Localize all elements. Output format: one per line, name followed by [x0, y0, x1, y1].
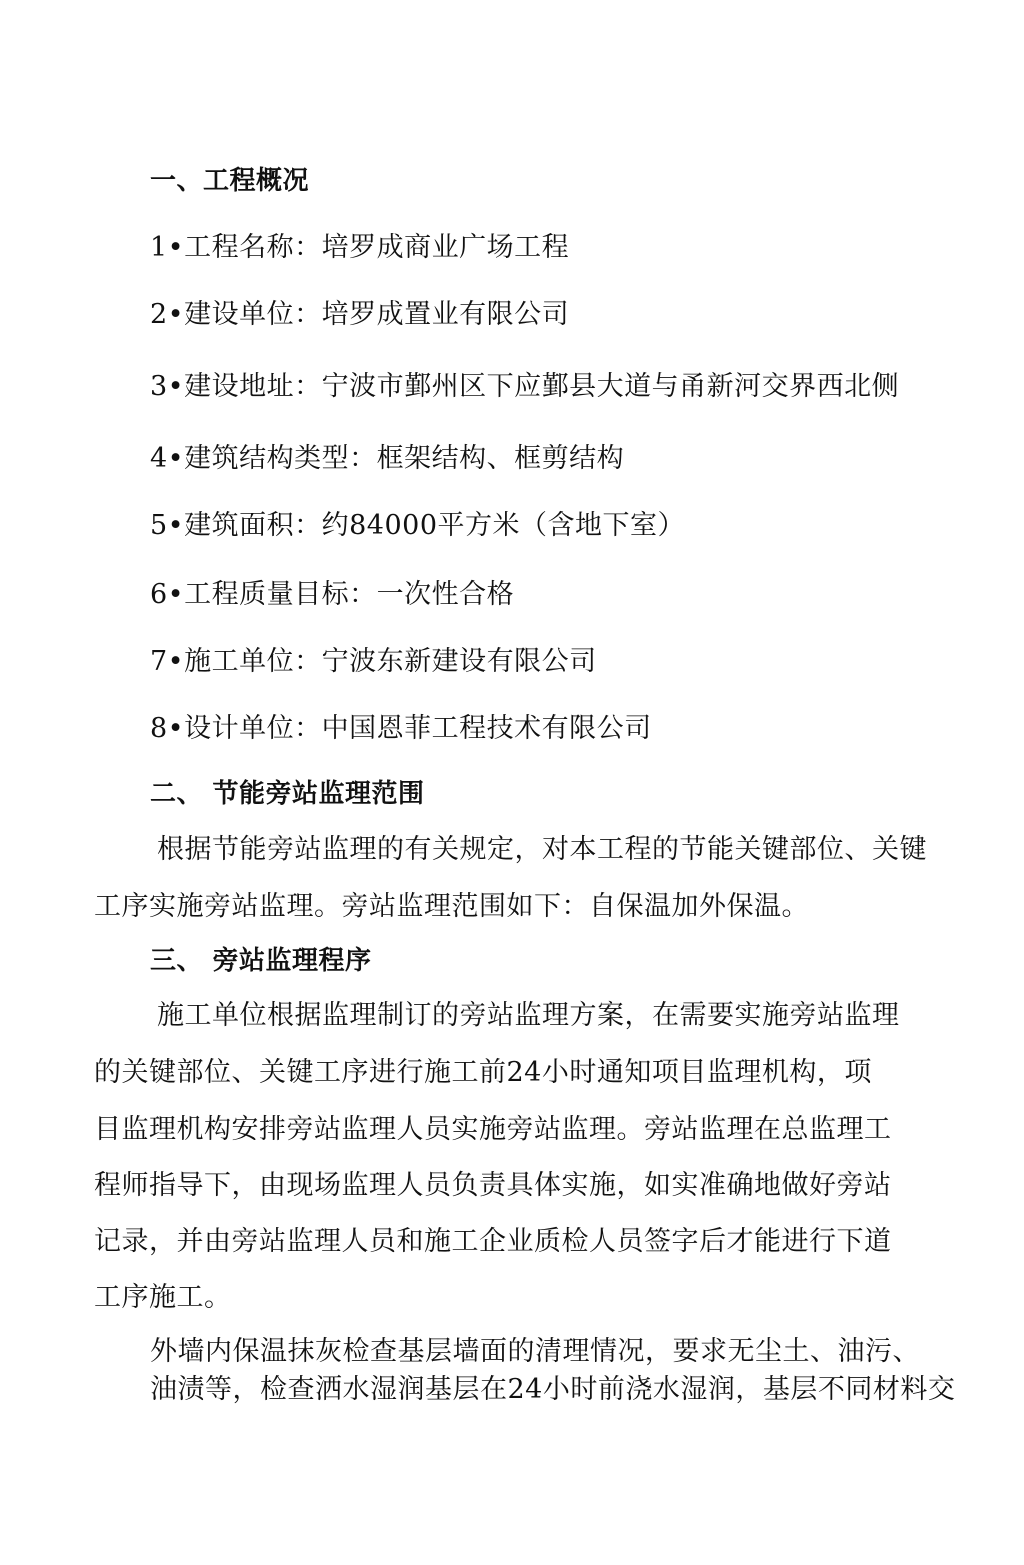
section2-heading: 二、 节能旁站监理范围	[150, 779, 425, 809]
section3-paragraph-line-4: 程师指导下，由现场监理人员负责具体实施，如实准确地做好旁站	[94, 1170, 892, 1201]
project-info-item-7: 7•施工单位：宁波东新建设有限公司	[150, 646, 597, 677]
project-info-item-5: 5•建筑面积：约84000平方米（含地下室）	[150, 510, 685, 541]
section3-paragraph-line-5: 记录，并由旁站监理人员和施工企业质检人员签字后才能进行下道	[94, 1226, 892, 1257]
section3-paragraph-line-1: 施工单位根据监理制订的旁站监理方案，在需要实施旁站监理	[157, 1000, 900, 1031]
section3-paragraph2-line-2: 油渍等，检查洒水湿润基层在24小时前浇水湿润，基层不同材料交	[150, 1374, 956, 1405]
project-info-item-8: 8•设计单位：中国恩菲工程技术有限公司	[150, 713, 652, 744]
project-info-item-1: 1•工程名称：培罗成商业广场工程	[150, 232, 570, 263]
project-info-item-4: 4•建筑结构类型：框架结构、框剪结构	[150, 443, 625, 474]
section1-heading: 一、工程概况	[150, 166, 310, 196]
section3-paragraph-line-3: 目监理机构安排旁站监理人员实施旁站监理。旁站监理在总监理工	[94, 1114, 892, 1145]
project-info-item-3: 3•建设地址：宁波市鄞州区下应鄞县大道与甬新河交界西北侧	[150, 371, 900, 402]
section3-paragraph-line-6: 工序施工。	[94, 1282, 232, 1313]
section2-paragraph-line-1: 根据节能旁站监理的有关规定，对本工程的节能关键部位、关键	[157, 834, 927, 865]
section3-paragraph2-line-1: 外墙内保温抹灰检查基层墙面的清理情况，要求无尘土、油污、	[150, 1336, 920, 1367]
section3-paragraph-line-2: 的关键部位、关键工序进行施工前24小时通知项目监理机构，项	[94, 1057, 872, 1088]
section3-heading: 三、 旁站监理程序	[150, 946, 372, 976]
project-info-item-6: 6•工程质量目标：一次性合格	[150, 579, 515, 610]
project-info-item-2: 2•建设单位：培罗成置业有限公司	[150, 299, 570, 330]
section2-paragraph-line-2: 工序实施旁站监理。旁站监理范围如下：自保温加外保温。	[94, 891, 809, 922]
